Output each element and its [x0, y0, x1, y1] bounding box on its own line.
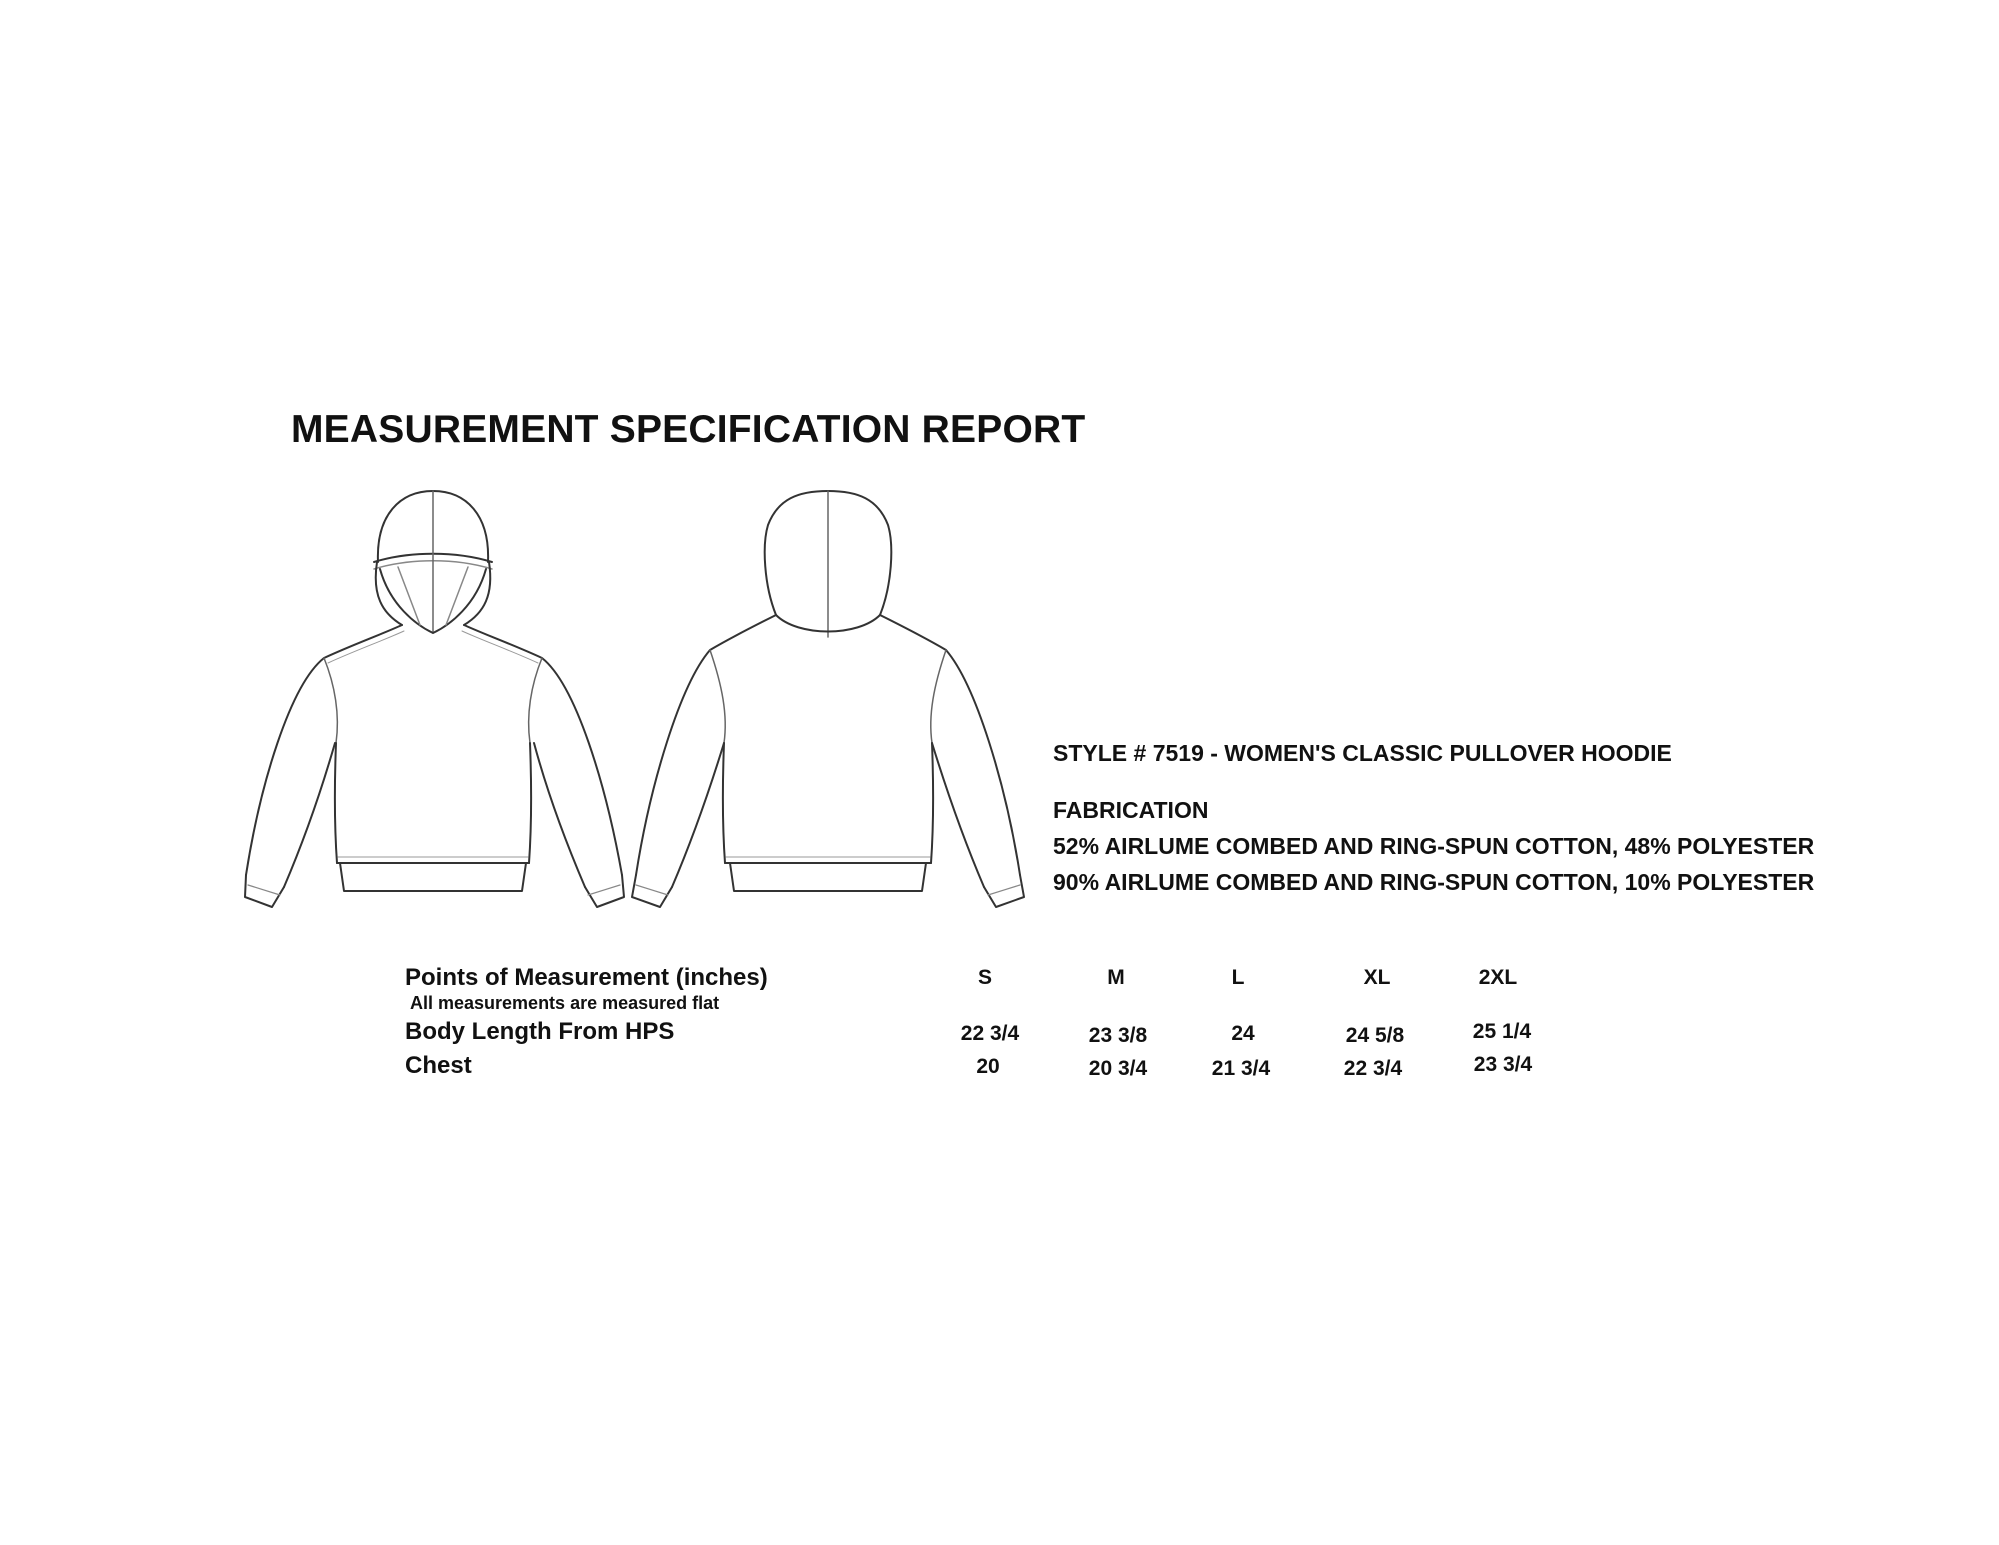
chest-2xl: 23 3/4 [1473, 1053, 1533, 1076]
hoodie-back-sketch [628, 485, 1028, 925]
fabrication-heading: FABRICATION [1053, 797, 1209, 823]
chest-s: 20 [976, 1055, 1000, 1078]
size-header-xl: XL [1363, 966, 1391, 989]
fabrication-line-1: 52% AIRLUME COMBED AND RING-SPUN COTTON, 48% POLYESTER [1053, 833, 1815, 859]
body-length-s: 22 3/4 [960, 1022, 1020, 1045]
size-header-s: S [977, 966, 992, 989]
pom-note: All measurements are measured flat [410, 993, 720, 1013]
style-number: STYLE # 7519 - WOMEN'S CLASSIC PULLOVER HOODIE [1053, 740, 1672, 766]
body-length-xl: 24 5/8 [1345, 1024, 1405, 1047]
chest-l: 21 3/4 [1211, 1057, 1271, 1080]
size-header-2xl: 2XL [1478, 966, 1518, 989]
size-header-l: L [1231, 966, 1245, 989]
row-label-body-length: Body Length From HPS [405, 1018, 675, 1045]
size-header-m: M [1107, 966, 1125, 989]
chest-m: 20 3/4 [1088, 1057, 1148, 1080]
pom-header: Points of Measurement (inches) [405, 964, 768, 991]
hoodie-front-sketch [240, 485, 640, 925]
fabrication-line-2: 90% AIRLUME COMBED AND RING-SPUN COTTON, 10% POLYESTER [1053, 869, 1815, 895]
body-length-2xl: 25 1/4 [1472, 1020, 1532, 1043]
body-length-m: 23 3/8 [1088, 1024, 1148, 1047]
row-label-chest: Chest [405, 1052, 472, 1079]
body-length-l: 24 [1231, 1022, 1255, 1045]
page-title: MEASUREMENT SPECIFICATION REPORT [291, 408, 1086, 451]
chest-xl: 22 3/4 [1343, 1057, 1403, 1080]
